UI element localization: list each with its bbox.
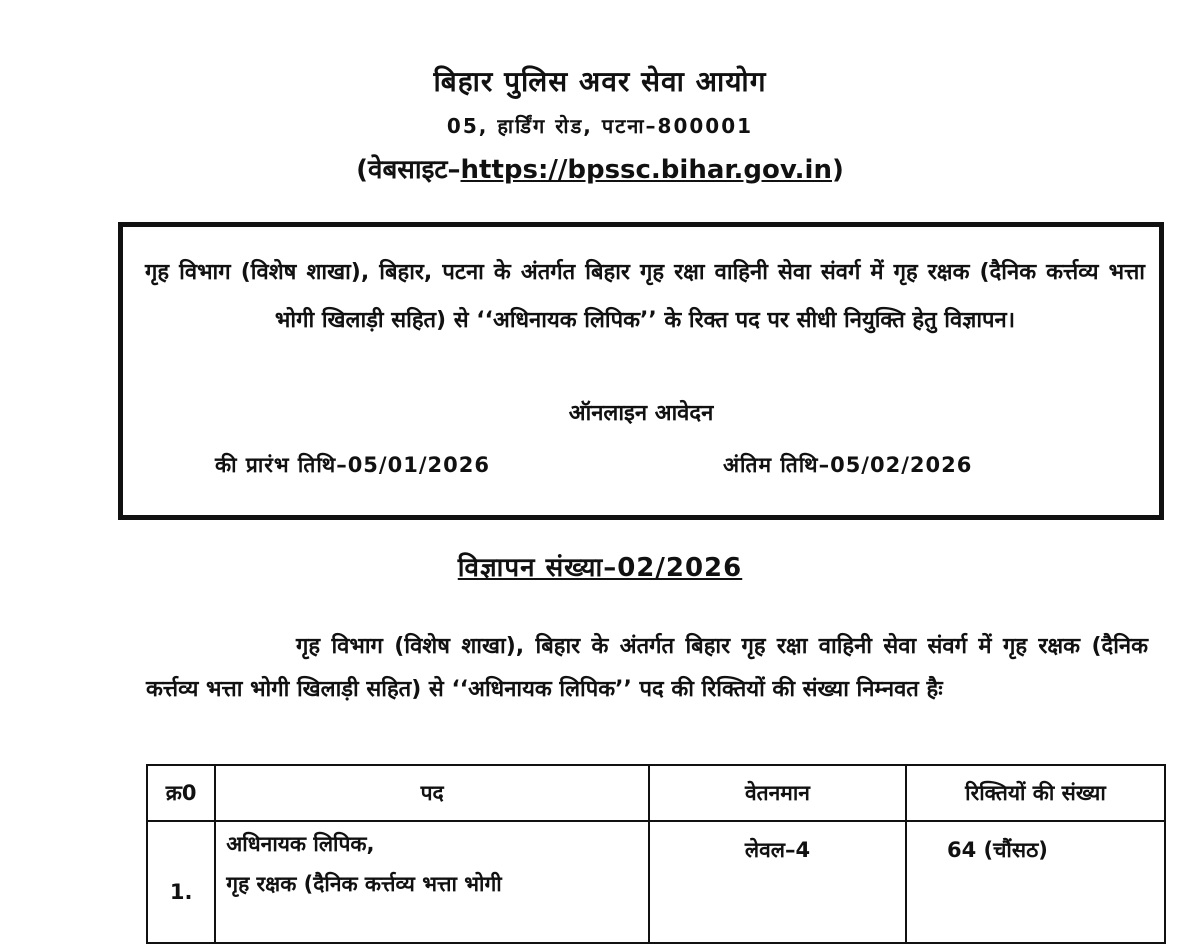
website-link[interactable]: https://bpssc.bihar.gov.in bbox=[460, 155, 832, 185]
organization-address: 05, हार्डिंग रोड, पटना–800001 bbox=[446, 114, 754, 138]
header-post: पद bbox=[215, 765, 649, 821]
website-line bbox=[0, 150, 1200, 186]
post-line-1: अधिनायक लिपिक, bbox=[226, 832, 375, 856]
header-serial: क्र0 bbox=[147, 765, 215, 821]
start-date: की प्रारंभ तिथि–05/01/2026 bbox=[215, 453, 490, 477]
cell-vacancies: 64 (चौंसठ) bbox=[906, 821, 1165, 943]
header-vacancies: रिक्तियों की संख्या bbox=[906, 765, 1165, 821]
vacancy-table bbox=[146, 764, 1166, 944]
cell-pay-scale: लेवल–4 bbox=[649, 821, 906, 943]
body-paragraph: गृह विभाग (विशेष शाखा), बिहार के अंतर्गत बिहार गृह रक्षा वाहिनी सेवा संवर्ग में गृह रक्षक (दैनिक कर्त्तव्य भत्ता भोगी खिलाड़ी सहित) से ‘‘अधिनायक लिपिक’’ पद की रिक्तियों की संख्या निम्नवत हैः bbox=[146, 634, 1148, 702]
notice-paragraph: गृह विभाग (विशेष शाखा), बिहार, पटना के अंतर्गत बिहार गृह रक्षा वाहिनी सेवा संवर्ग में गृह रक्षक (दैनिक कर्त्तव्य भत्ता भोगी खिलाड़ी सहित) से ‘‘अधिनायक लिपिक’’ के रिक्त पद पर सीधी नियुक्ति हेतु विज्ञापन। bbox=[145, 260, 1145, 333]
online-application-heading: ऑनलाइन आवेदन bbox=[568, 401, 714, 426]
cell-serial: 1. bbox=[147, 821, 215, 943]
organization-name: बिहार पुलिस अवर सेवा आयोग bbox=[433, 65, 767, 98]
advertisement-number bbox=[0, 548, 1200, 584]
table-header-row bbox=[147, 765, 1165, 821]
website-prefix: (वेबसाइट– bbox=[356, 155, 461, 185]
end-date: अंतिम तिथि–05/02/2026 bbox=[723, 453, 973, 477]
notice-box bbox=[118, 222, 1164, 520]
post-line-2: गृह रक्षक (दैनिक कर्त्तव्य भत्ता भोगी bbox=[226, 872, 502, 896]
header-pay-scale: वेतनमान bbox=[649, 765, 906, 821]
cell-post bbox=[215, 821, 649, 943]
advertisement-number-text: विज्ञापन संख्या–02/2026 bbox=[457, 553, 743, 583]
table-row bbox=[147, 821, 1165, 943]
website-suffix: ) bbox=[831, 155, 844, 185]
